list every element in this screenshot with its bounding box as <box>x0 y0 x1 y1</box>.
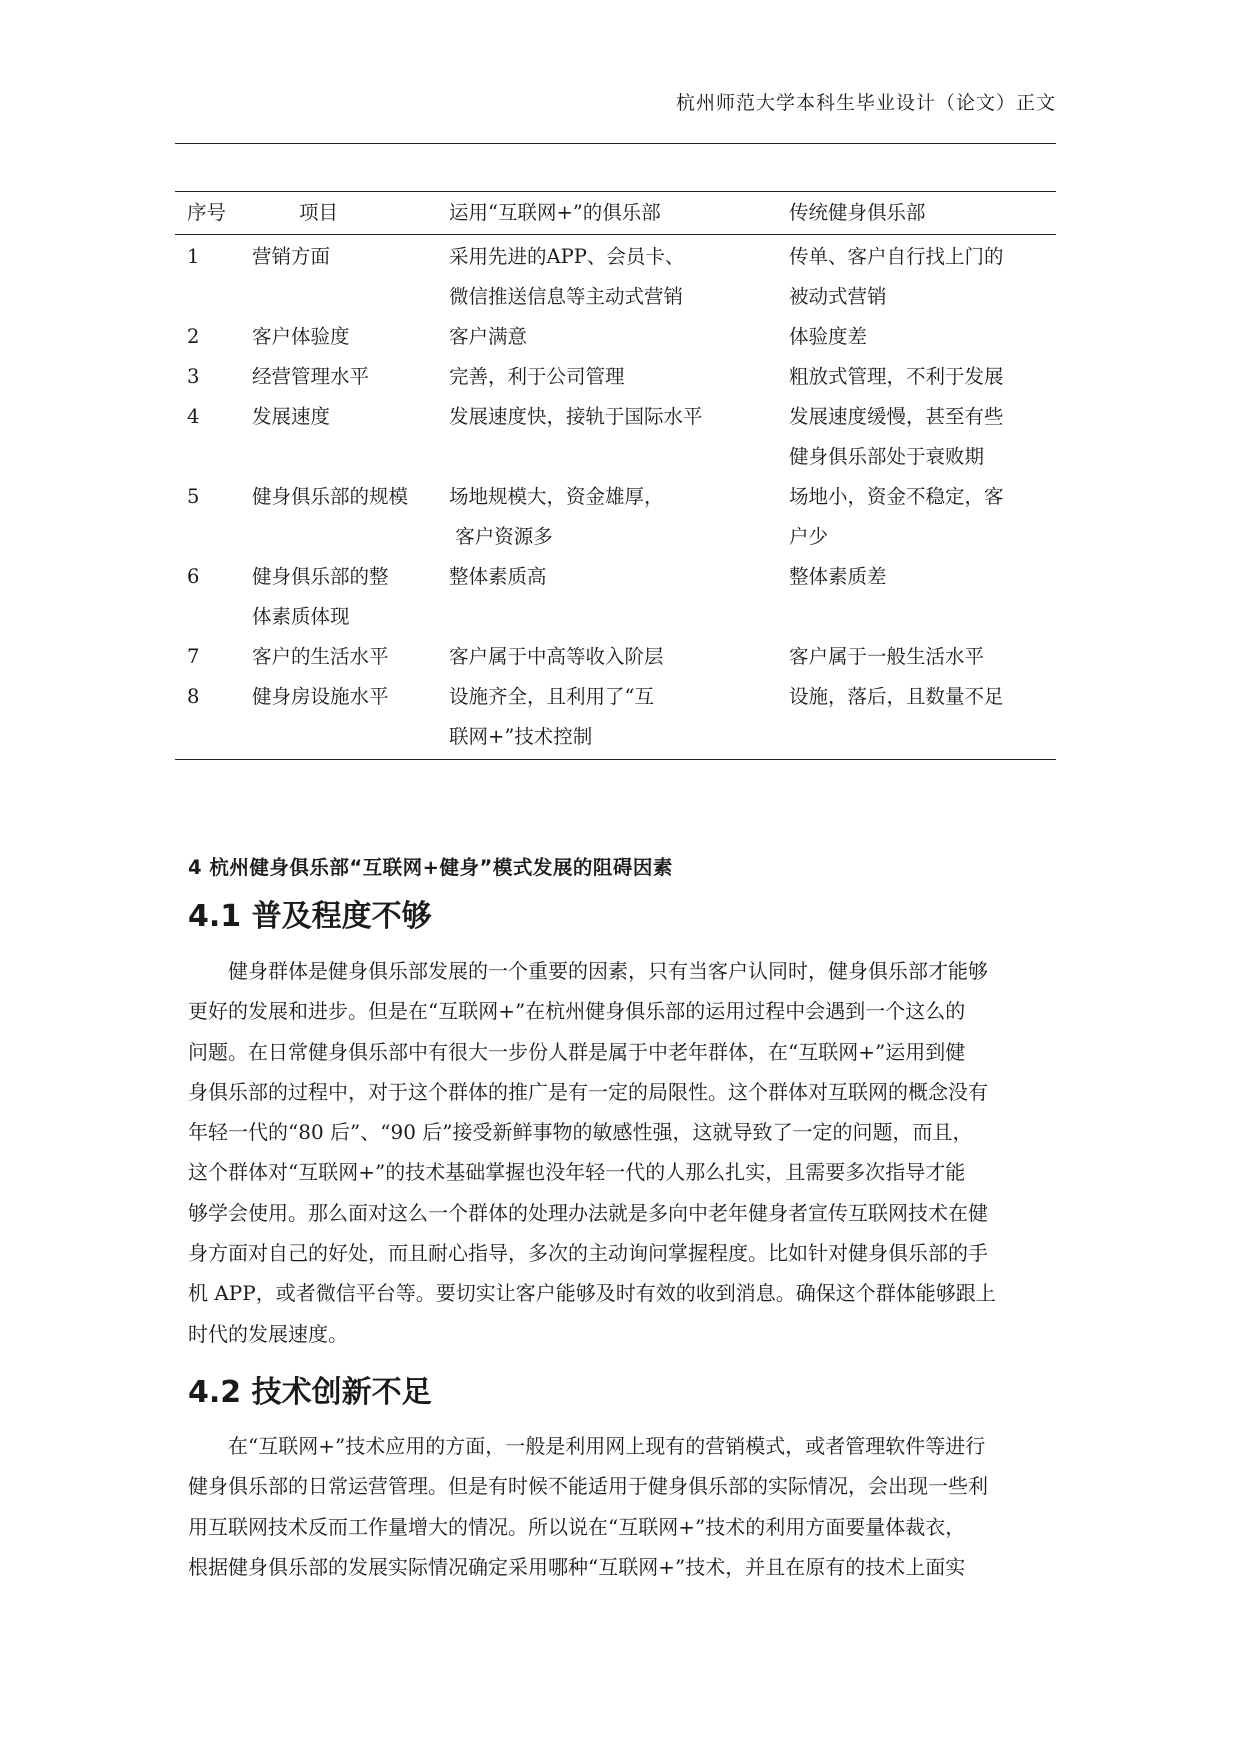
cell-line: 客户属于一般生活水平 <box>789 645 985 668</box>
table-cell: 2 <box>187 325 200 348</box>
table-cell: 5 <box>187 485 200 508</box>
table-row <box>175 357 1056 397</box>
table-cell <box>449 317 789 357</box>
cell-line: 采用先进的APP、会员卡、 <box>449 245 685 268</box>
table-row <box>175 317 1056 357</box>
text-line: 问题。在日常健身俱乐部中有很大一步份人群是属于中老年群体，在“互联网+”运用到健 <box>188 1039 966 1064</box>
cell-line: 整体素质高 <box>449 565 547 588</box>
table-cell <box>789 317 1056 357</box>
text-line: 够学会使用。那么面对这么一个群体的处理办法就是多向中老年健身者宣传互联网技术在健 <box>188 1200 988 1225</box>
cell-line: 客户属于中高等收入阶层 <box>449 645 664 668</box>
text-line: 健身俱乐部的日常运营管理。但是有时候不能适用于健身俱乐部的实际情况，会出现一些利 <box>188 1474 988 1499</box>
table-cell <box>789 637 1056 677</box>
text-line: 更好的发展和进步。但是在“互联网+”在杭州健身俱乐部的运用过程中会遇到一个这么的 <box>188 999 966 1024</box>
cell-line: 被动式营销 <box>789 285 887 308</box>
table-cell <box>252 477 449 557</box>
table-row <box>175 397 1056 477</box>
paragraph <box>188 951 1056 1354</box>
table-cell <box>252 317 449 357</box>
cell-line: 发展速度 <box>252 405 331 428</box>
cell-line: 设施齐全，且利用了“互 <box>449 685 654 708</box>
text-line: 在“互联网+”技术应用的方面，一般是利用网上现有的营销模式，或者管理软件等进行 <box>228 1434 986 1458</box>
table-cell <box>789 557 1056 637</box>
table-row <box>175 677 1056 760</box>
chapter-heading: 4 杭州健身俱乐部“互联网+健身”模式发展的阻碍因素 <box>188 856 673 879</box>
cell-line: 微信推送信息等主动式营销 <box>449 285 684 308</box>
cell-line: 联网+”技术控制 <box>449 725 593 748</box>
cell-line: 健身房设施水平 <box>252 685 389 708</box>
cell-line: 场地规模大，资金雄厚， <box>449 485 664 508</box>
table-cell <box>449 235 789 318</box>
text-line: 机 APP，或者微信平台等。要切实让客户能够及时有效的收到消息。确保这个群体能够跟上 <box>188 1281 996 1306</box>
cell-line: 客户体验度 <box>252 325 350 348</box>
text-line: 年轻一代的“80 后”、“90 后”接受新鲜事物的敏感性强，这就导致了一定的问题，而且， <box>188 1120 973 1145</box>
text-line: 根据健身俱乐部的发展实际情况确定采用哪种“互联网+”技术，并且在原有的技术上面实 <box>188 1554 966 1579</box>
text-line: 身方面对自己的好处，而且耐心指导，多次的主动询问掌握程度。比如针对健身俱乐部的手 <box>188 1241 988 1266</box>
table-cell <box>252 235 449 318</box>
text-line: 用互联网技术反而工作量增大的情况。所以说在“互联网+”技术的利用方面要量体裁衣， <box>188 1514 966 1539</box>
table-row <box>175 477 1056 557</box>
table-cell: 4 <box>187 405 200 428</box>
table-cell <box>789 235 1056 318</box>
table-header-row <box>175 192 1056 235</box>
table-cell <box>449 357 789 397</box>
header-rule <box>175 143 1056 144</box>
text-line: 这个群体对“互联网+”的技术基础掌握也没年轻一代的人那么扎实，且需要多次指导才能 <box>188 1160 966 1185</box>
text-line: 时代的发展速度。 <box>188 1321 348 1346</box>
cell-line: 客户的生活水平 <box>252 645 389 668</box>
cell-line: 传单、客户自行找上门的 <box>789 245 1004 268</box>
cell-line: 营销方面 <box>252 245 331 268</box>
cell-line: 健身俱乐部的规模 <box>252 485 409 508</box>
text-line: 身俱乐部的过程中，对于这个群体的推广是有一定的局限性。这个群体对互联网的概念没有 <box>188 1079 988 1104</box>
table-cell <box>789 477 1056 557</box>
table-cell: 6 <box>187 565 200 588</box>
cell-line: 客户资源多 <box>449 525 553 548</box>
paragraph <box>188 1426 1056 1587</box>
table-row <box>175 235 1056 318</box>
text-line: 健身群体是健身俱乐部发展的一个重要的因素，只有当客户认同时，健身俱乐部才能够 <box>228 959 988 983</box>
comparison-table <box>175 191 1056 760</box>
cell-line: 设施，落后，且数量不足 <box>789 685 1004 708</box>
table-cell <box>252 637 449 677</box>
column-header: 运用“互联网+”的俱乐部 <box>449 201 661 224</box>
column-header: 传统健身俱乐部 <box>789 201 926 224</box>
cell-line: 体验度差 <box>789 325 868 348</box>
table-cell <box>252 397 449 477</box>
cell-line: 整体素质差 <box>789 565 887 588</box>
cell-line: 户少 <box>789 525 829 548</box>
cell-line: 发展速度缓慢，甚至有些 <box>789 405 1004 428</box>
cell-line: 客户满意 <box>449 325 528 348</box>
cell-line: 场地小，资金不稳定，客 <box>789 485 1004 508</box>
cell-line: 体素质体现 <box>252 605 350 628</box>
column-header: 项目 <box>299 201 339 224</box>
table-cell <box>449 557 789 637</box>
column-header: 序号 <box>187 201 227 224</box>
cell-line: 经营管理水平 <box>252 365 370 388</box>
table-cell <box>789 397 1056 477</box>
table-cell <box>252 677 449 760</box>
table-cell: 7 <box>187 645 200 668</box>
table-cell <box>789 677 1056 760</box>
table-cell <box>449 677 789 760</box>
section-heading: 4.1 普及程度不够 <box>188 899 432 934</box>
table-cell <box>449 637 789 677</box>
table-cell: 3 <box>187 365 200 388</box>
cell-line: 完善，利于公司管理 <box>449 365 625 388</box>
table-cell <box>789 357 1056 397</box>
section-heading: 4.2 技术创新不足 <box>188 1375 432 1410</box>
table-row <box>175 637 1056 677</box>
table-cell: 1 <box>187 245 200 268</box>
table-row <box>175 557 1056 637</box>
table-cell <box>449 397 789 477</box>
cell-line: 粗放式管理，不利于发展 <box>789 365 1004 388</box>
table-cell <box>449 477 789 557</box>
table-cell <box>252 557 449 637</box>
cell-line: 健身俱乐部处于衰败期 <box>789 445 985 468</box>
cell-line: 健身俱乐部的整 <box>252 565 389 588</box>
running-header: 杭州师范大学本科生毕业设计（论文）正文 <box>675 92 1056 114</box>
table-cell: 8 <box>187 685 200 708</box>
table-cell <box>252 357 449 397</box>
cell-line: 发展速度快，接轨于国际水平 <box>449 405 703 428</box>
